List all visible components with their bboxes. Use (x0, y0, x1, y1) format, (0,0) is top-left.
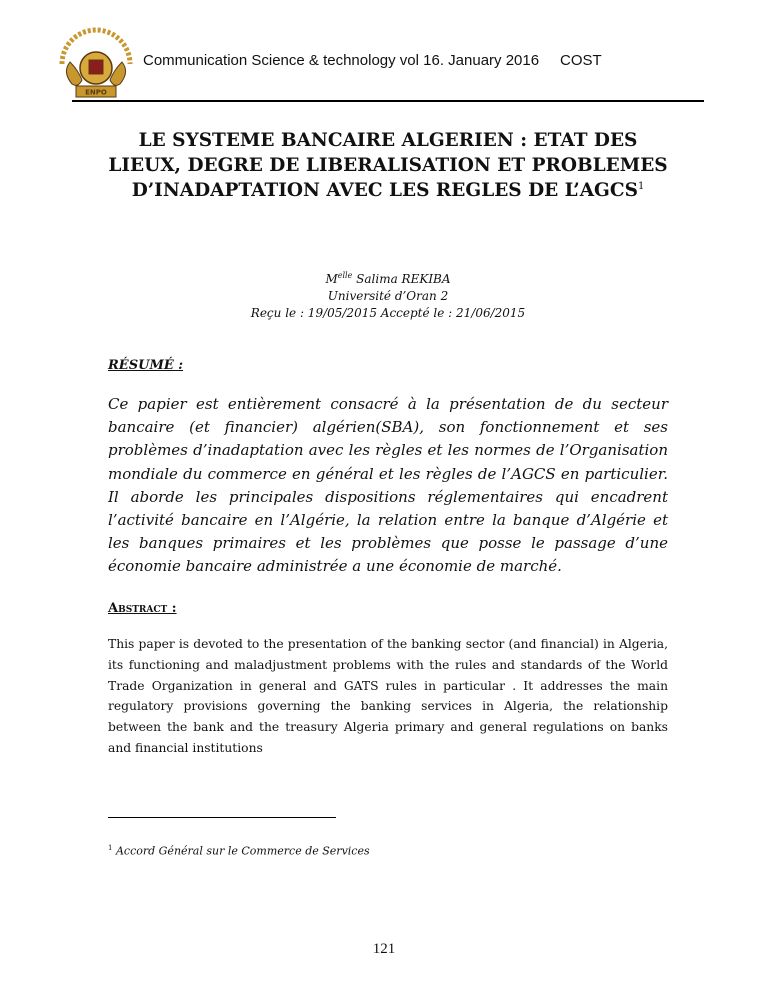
journal-logo (52, 24, 140, 102)
footnote (108, 844, 370, 858)
author-affiliation: Université d’Oran 2 (327, 289, 449, 303)
abstract-text: This paper is devoted to the presentation of the banking sector (and financial) in Algeria, its functioning and maladjustment problems with the rules and standards of the World Trade Organization in general and GATS rules in particular . It addresses the main regulatory provisions governing the banking services in Algeria, the relationship between the bank and the treasury Algeria primary and general regulations on banks and financial institutions (108, 637, 668, 755)
logo-text: ENPO (85, 88, 107, 97)
journal-name: Communication Science & technology vol 16. January 2016 (143, 52, 540, 69)
paper-title (72, 128, 704, 203)
footnote-number: 1 (108, 844, 113, 852)
header-rule (72, 100, 704, 102)
submission-dates: Reçu le : 19/05/2015 Accepté le : 21/06/2015 (250, 306, 526, 320)
title-line-3: D’INADAPTATION AVEC LES REGLES DE L’AGCS (131, 180, 638, 201)
author-name: $M^{elle}$ Salima REKIBA (325, 271, 451, 286)
resume-text: Ce papier est entièrement consacré à la présentation de du secteur bancaire (et financier) algérien(SBA), son fonctionnement et ses problèmes d’inadaptation avec les règles et les normes de l’Organisation mondiale du commerce en général et les règles de l’AGCS en particulier. Il aborde les principales dispositions réglementaires qui encadrent l’activité bancaire en l’Algérie, la relation entre la banque d’Algérie et les banques primaires et les problèmes que posse le passage d’une économie bancaire administrée a une économie de marché. (108, 395, 668, 576)
title-line-1: LE SYSTEME BANCAIRE ALGERIEN : ETAT DES (138, 130, 638, 151)
footnote-rule (108, 817, 336, 818)
title-footnote-ref: 1 (637, 180, 645, 192)
footnote-text: Accord Général sur le Commerce de Services (112, 844, 370, 858)
logo-shield (89, 60, 103, 74)
resume-heading: RÉSUMÉ : (108, 358, 184, 373)
page-number: 121 (372, 941, 396, 957)
title-line-2: LIEUX, DEGRE DE LIBERALISATION ET PROBLEMES (108, 155, 668, 176)
journal-abbrev: COST (560, 52, 602, 69)
author-block (72, 271, 704, 322)
abstract-heading: Abstract : (108, 601, 177, 616)
